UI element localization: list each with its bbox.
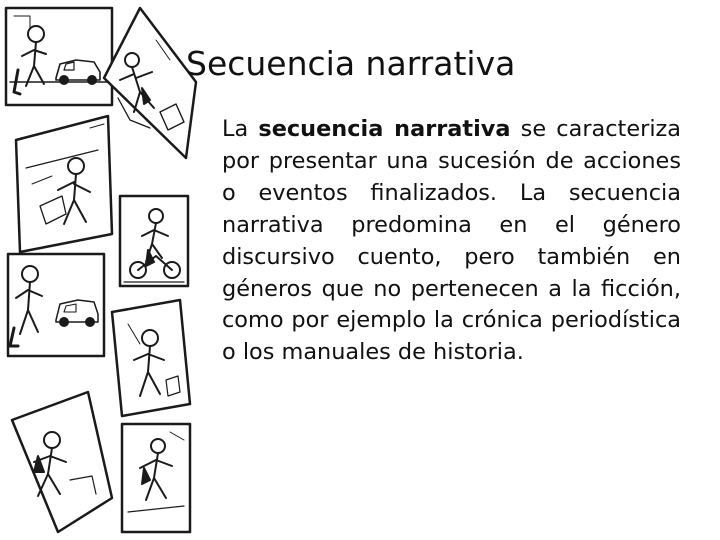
body-rest: se caracteriza por presentar una sucesión de acciones o eventos finalizados. La secuencia narrativa predomina en el género discursivo cuento, pero también en géneros que no pertenecen a la ficción, como por ejemplo la crónica periodística o los manuales de historia. [222, 116, 682, 366]
body-lead: La [222, 116, 249, 142]
slide-title: Secuencia narrativa [186, 44, 516, 83]
body-emphasis: secuencia narrativa [258, 116, 511, 142]
comic-panel-6 [112, 300, 190, 416]
comic-panel-7 [12, 392, 112, 532]
comic-panel-2 [104, 8, 196, 158]
comic-panel-1 [6, 8, 112, 105]
body-paragraph [222, 114, 681, 369]
comic-panel-8 [122, 424, 190, 532]
comic-panel-3 [16, 116, 112, 252]
comic-panel-4 [120, 196, 188, 286]
comic-panel-5 [8, 254, 104, 356]
